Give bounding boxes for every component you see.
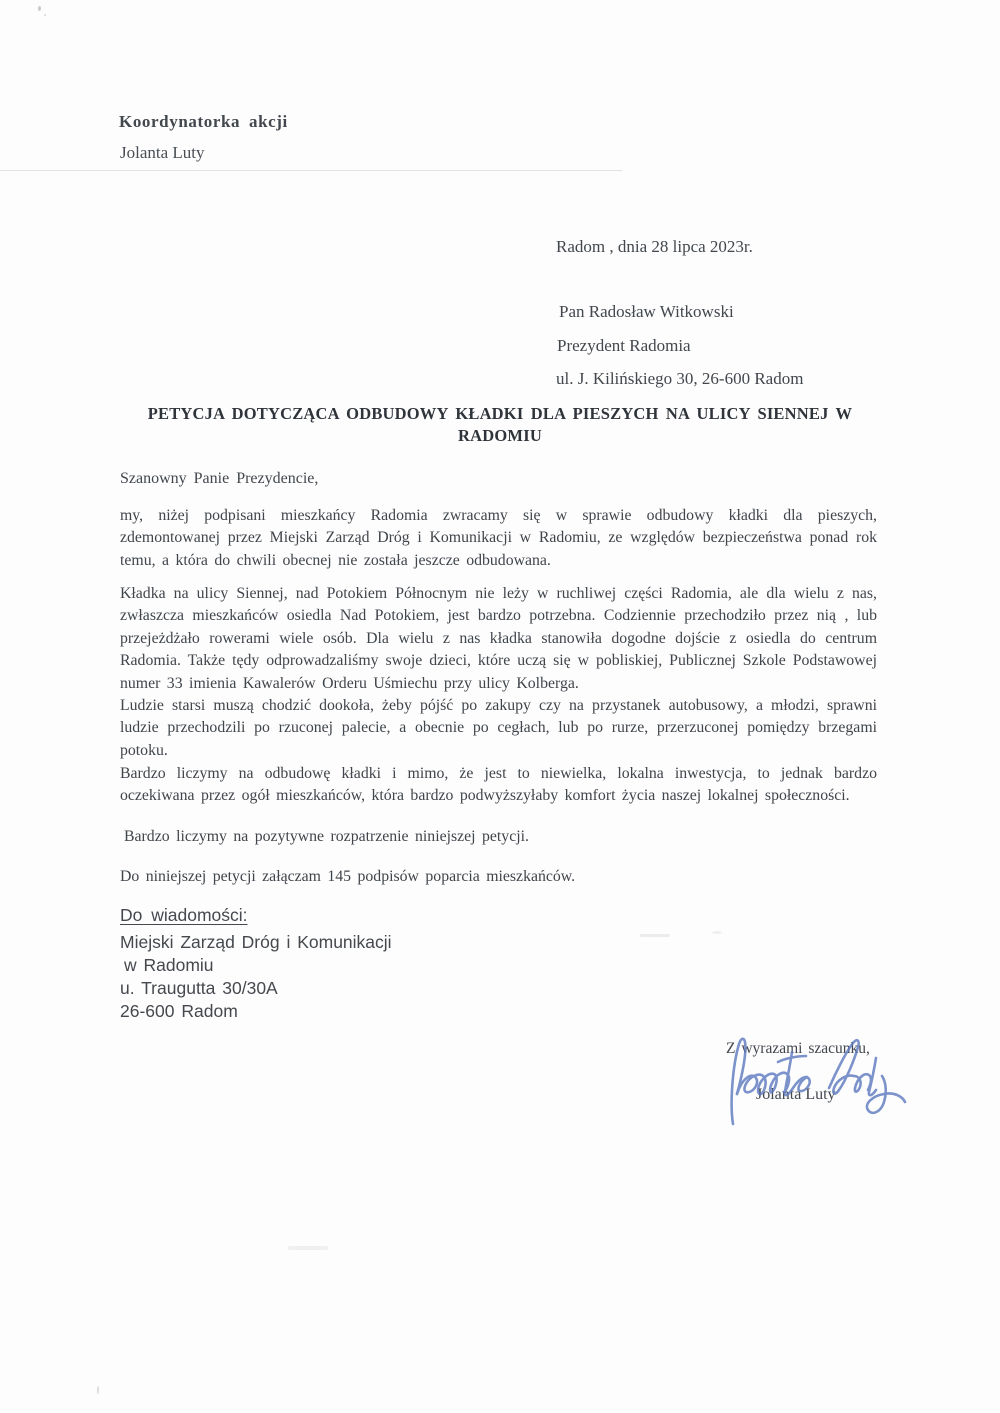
cc-line: 26-600 Radom xyxy=(120,1001,238,1021)
cc-heading: Do wiadomości: xyxy=(120,905,248,925)
scan-speck xyxy=(44,14,46,16)
closing-phrase: Z wyrazami szacunku, xyxy=(726,1040,870,1057)
paragraph: Ludzie starsi muszą chodzić dookoła, żeby pójść po zakupy czy na przystanek autobusowy, a młodzi, sprawni ludzie przechodzili po rzuconej palecie, a obecnie po cegłach, lub po rurze, przerzuconej pomiędzy brzegami potoku. xyxy=(120,697,877,759)
paragraph: Bardzo liczymy na pozytywne rozpatrzenie niniejszej petycji. xyxy=(124,828,529,845)
paragraph: Bardzo liczymy na odbudowę kładki i mimo, że jest to niewielka, lokalna inwestycja, to jednak bardzo oczekiwana przez ogół mieszkańców, która bardzo podwyższyłaby komfort życia naszej lokalnej społeczności. xyxy=(120,765,877,805)
coordinator-name: Jolanta Luty xyxy=(120,143,205,162)
recipient-address: ul. J. Kilińskiego 30, 26-600 Radom xyxy=(556,369,804,388)
letter-title: PETYCJA DOTYCZĄCA ODBUDOWY KŁADKI DLA PIESZYCH NA ULICY SIENNEJ W RADOMIU xyxy=(147,404,853,445)
coordinator-label: Koordynatorka akcji xyxy=(119,112,288,131)
dateline: Radom , dnia 28 lipca 2023r. xyxy=(556,237,753,256)
cc-line: w Radomiu xyxy=(124,955,214,975)
cc-line: u. Traugutta 30/30A xyxy=(120,978,278,998)
header-divider xyxy=(0,170,622,171)
signer-printed-name: Jolanta Luty xyxy=(756,1086,836,1103)
cc-line: Miejski Zarząd Dróg i Komunikacji xyxy=(120,932,392,952)
scan-speck xyxy=(712,931,722,934)
scan-speck xyxy=(97,1386,99,1394)
recipient-name: Pan Radosław Witkowski xyxy=(559,302,734,321)
scan-speck xyxy=(38,6,41,11)
paragraph: Kładka na ulicy Siennej, nad Potokiem Północnym nie leży w ruchliwej części Radomia, ale dla wielu z nas, zwłaszcza mieszkańców osiedla Nad Potokiem, jest bardzo potrzebna. Codziennie przechodziło przez nią , lub przejeżdżało rowerami wiele osób. Dla wielu z nas kładka stanowiła dogodne dojście z osiedla do centrum Radomia. Także tędy odprowadzaliśmy swoje dzieci, które uczą się w pobliskiej, Publicznej Szkole Podstawowej numer 33 imienia Kawalerów Orderu Uśmiechu przy ulicy Kolberga. xyxy=(120,585,877,692)
scan-speck xyxy=(640,934,670,937)
handwritten-signature xyxy=(706,1028,916,1128)
salutation: Szanowny Panie Prezydencie, xyxy=(120,470,319,487)
paragraph: my, niżej podpisani mieszkańcy Radomia zwracamy się w sprawie odbudowy kładki dla pieszych, zdemontowanej przez Miejski Zarząd Dróg i Komunikacji w Radomiu, ze względów bezpieczeństwa ponad rok temu, a która do chwili obecnej nie została jeszcze odbudowana. xyxy=(120,507,877,569)
recipient-role: Prezydent Radomia xyxy=(557,336,691,355)
scan-speck xyxy=(288,1246,328,1250)
paragraph: Do niniejszej petycji załączam 145 podpisów poparcia mieszkańców. xyxy=(120,868,576,885)
